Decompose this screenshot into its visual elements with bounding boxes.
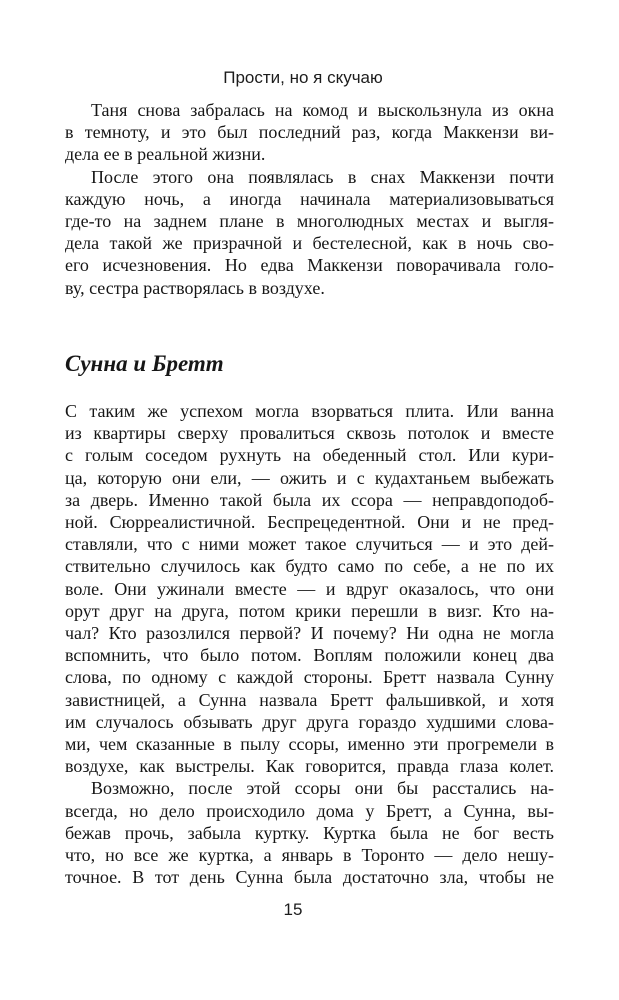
text-line: вспомнить, что было потом. Воплям положили конец два — [65, 645, 554, 666]
text-line: в темноту, и это был последний раз, когда Маккензи ви- — [65, 122, 554, 143]
text-line: ца, которую они ели, — ожить и с кудахтаньем выбежать — [65, 467, 554, 488]
text-line: с голым соседом рухнуть на обеденный стол. Или кури- — [65, 445, 554, 466]
section-heading: Сунна и Бретт — [65, 351, 224, 376]
text-line: слова, по одному с каждой стороны. Бретт назвала Сунну — [65, 667, 554, 688]
text-line: всегда, но дело происходило дома у Бретт, а Сунна, вы- — [65, 800, 554, 821]
text-line: где-то на заднем плане в многолюдных местах и выгля- — [65, 211, 554, 232]
text-line: каждую ночь, а иногда начинала материализовываться — [65, 188, 554, 209]
text-line: точное. В тот день Сунна была достаточно зла, чтобы не — [65, 867, 554, 888]
text-line: воздухе, как выстрелы. Как говорится, правда глаза колет. — [65, 756, 554, 777]
text-line: из квартиры сверху провалиться сквозь потолок и вместе — [65, 423, 554, 444]
text-line: С таким же успехом могла взорваться плита. Или ванна — [65, 401, 554, 421]
text-line: дела ее в реальной жизни. — [65, 144, 266, 165]
text-line: ной. Сюрреалистичной. Беспрецедентной. Они и не пред- — [65, 512, 554, 533]
text-line: чал? Кто разозлился первой? И почему? Ни одна не могла — [65, 623, 554, 644]
text-line: воле. Они ужинали вместе — и вдруг оказалось, что они — [65, 578, 554, 599]
page-number: 15 — [283, 900, 303, 919]
text-line: ставляли, что с ними может такое случиться — и это дей- — [65, 534, 554, 555]
text-line: После этого она появлялась в снах Маккензи почти — [91, 166, 554, 187]
text-line: его исчезновения. Но едва Маккензи поворачивала голо- — [65, 255, 554, 276]
text-line: Таня снова забралась на комод и выскользнула из окна — [91, 100, 554, 120]
text-line: дела такой же призрачной и бестелесной, как в ночь сво- — [65, 233, 554, 254]
text-line: что, но все же куртка, а январь в Торонто — дело нешу- — [65, 845, 554, 866]
paragraph — [65, 400, 554, 777]
text-line: бежав прочь, забыла куртку. Куртка была не бог весть — [65, 822, 554, 843]
paragraph — [65, 99, 554, 166]
text-line: им случалось обзывать друг друга гораздо худшими слова- — [65, 711, 554, 732]
text-line: за дверь. Именно такой была их ссора — неправдоподоб- — [65, 489, 554, 510]
text-line: Возможно, после этой ссоры они бы расстались на- — [91, 778, 554, 799]
text-line: ву, сестра растворялась в воздухе. — [65, 277, 325, 298]
text-line: ми, чем сказанные в пылу ссоры, именно эти прогремели в — [65, 734, 554, 755]
text-line: орут друг на друга, потом крики перешли в визг. Кто на- — [65, 600, 554, 621]
text-line: завистницей, а Сунна назвала Бретт фальшивкой, и хотя — [65, 689, 554, 710]
text-section-1 — [65, 99, 554, 299]
paragraph — [65, 777, 554, 888]
text-section-2 — [65, 400, 554, 888]
paragraph — [65, 166, 554, 299]
text-line: ствительно случилось как будто само по себе, а не по их — [65, 556, 554, 577]
running-head: Прости, но я скучаю — [223, 68, 383, 87]
